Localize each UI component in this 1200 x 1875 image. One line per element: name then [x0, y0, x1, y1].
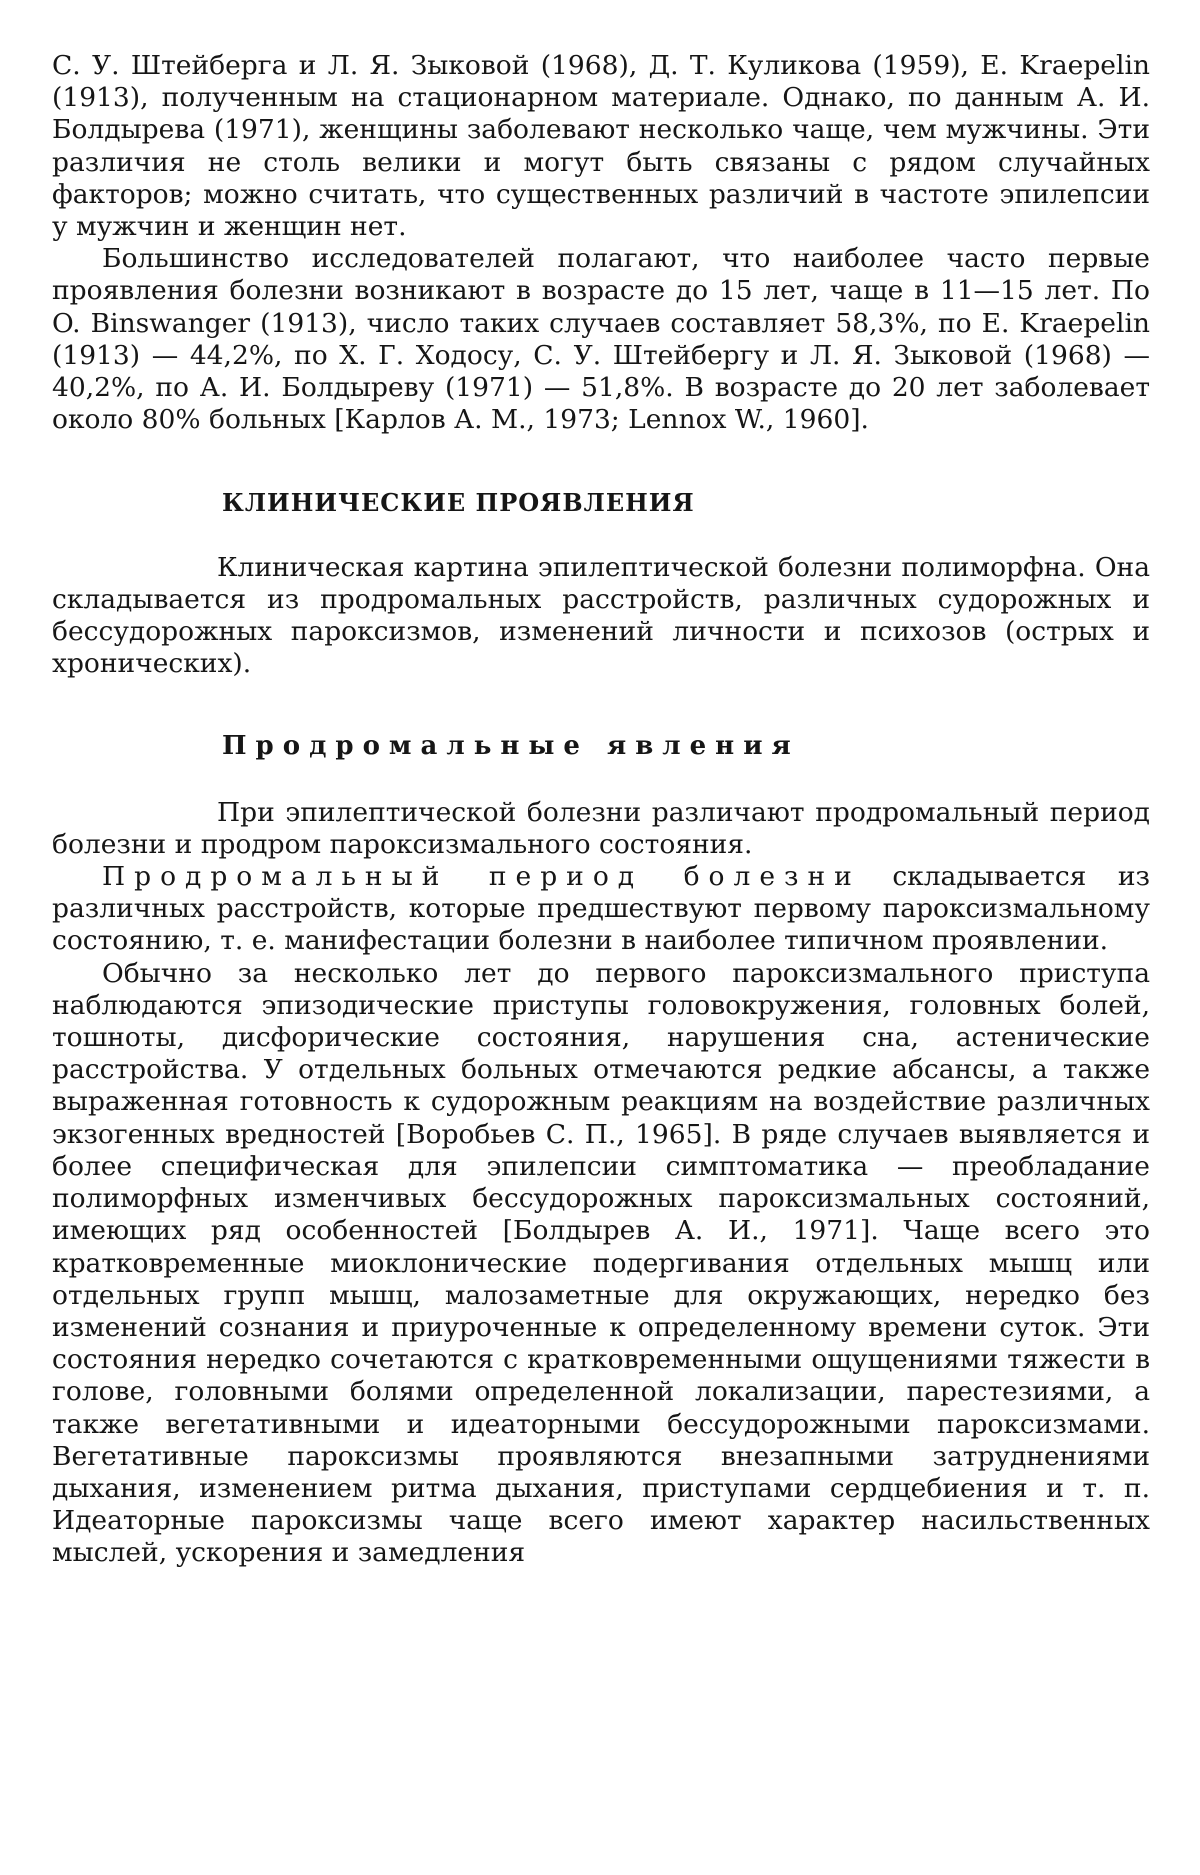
paragraph-age-onset: Большинство исследователей полагают, что наиболее часто первые проявления болезни возникают в возрасте до 15 лет, чаще в 11—15 лет. По O. Binswanger (1913), число таких случаев составляет 58,3%, по E. Kraepelin (1913) — 44,2%, по Х. Г. Ходосу, С. У. Штейбергу и Л. Я. Зыковой (1968) — 40,2%, по А. И. Болдыреву (1971) — 51,8%. В возрасте до 20 лет заболевает около 80% больных [Карлов А. М., 1973; Lennox W., 1960]. [52, 243, 1150, 436]
section-intro-paragraph: Клиническая картина эпилептической болезни полиморфна. Она складывается из продромальных расстройств, различных судорожных и бессудорожных пароксизмов, изменений личности и психозов (острых и хронических). [52, 551, 1150, 680]
section-heading: КЛИНИЧЕСКИЕ ПРОЯВЛЕНИЯ [222, 488, 695, 518]
spaced-term: Продромальный период болезни [102, 861, 861, 893]
paragraph-2-text: складывается из различных расстройств, которые предшествуют первому пароксизмальному состоянию, т. е. манифестации болезни в наиболее типичном проявлении. [52, 861, 1150, 957]
subsection-paragraph-3: Обычно за несколько лет до первого пароксизмального приступа наблюдаются эпизодические приступы головокружения, головных болей, тошноты, дисфорические состояния, нарушения сна, астенические расстройства. У отдельных больных отмечаются редкие абсансы, а также выраженная готовность к судорожным реакциям на воздействие различных экзогенных вредностей [Воробьев С. П., 1965]. В ряде случаев выявляется и более специфическая для эпилепсии симптоматика — преобладание полиморфных изменчивых бессудорожных пароксизмальных состояний, имеющих ряд особенностей [Болдырев А. И., 1971]. Чаще всего это кратковременные миоклонические подергивания отдельных мышц или отдельных групп мышц, малозаметные для окружающих, нередко без изменений сознания и приуроченные к определенному времени суток. Эти состояния нередко сочетаются с кратковременными ощущениями тяжести в голове, головными болями определенной локализации, парестезиями, а также вегетативными и идеаторными бессудорожными пароксизмами. Вегетативные пароксизмы проявляются внезапными затруднениями дыхания, изменением ритма дыхания, приступами сердцебиения и т. п. Идеаторные пароксизмы чаще всего имеют характер насильственных мыслей, ускорения и замедления [52, 957, 1150, 1569]
paragraph-continuation: С. У. Штейберга и Л. Я. Зыковой (1968), Д. Т. Куликова (1959), E. Kraepelin (1913), полученным на стационарном материале. Однако, по данным А. И. Болдырева (1971), женщины заболевают несколько чаще, чем мужчины. Эти различия не столь велики и могут быть связаны с рядом случайных факторов; можно считать, что существенных различий в частоте эпилепсии у мужчин и женщин нет. [52, 50, 1150, 243]
subsection-paragraph-2 [52, 861, 1150, 958]
subsection-heading: Продромальные явления [222, 731, 800, 762]
document-page [52, 50, 1150, 1570]
subsection-paragraph-1: При эпилептической болезни различают продромальный период болезни и продром пароксизмального состояния. [52, 796, 1150, 860]
